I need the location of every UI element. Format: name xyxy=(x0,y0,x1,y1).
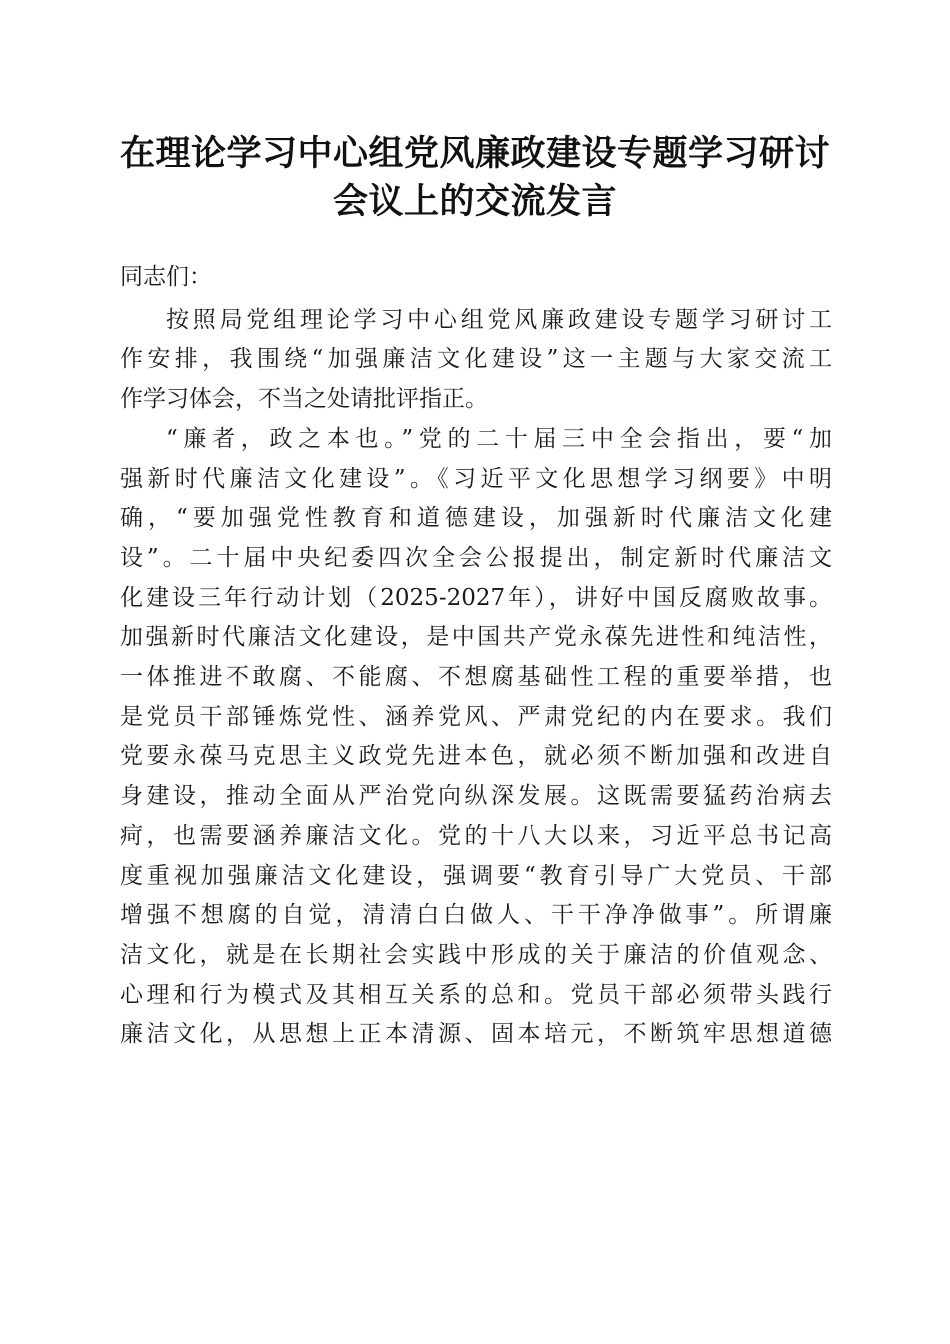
paragraph-line: 设”。二十届中央纪委四次全会公报提出，制定新时代廉洁文 xyxy=(120,544,832,571)
paragraph-line: 是党员干部锤炼党性、涵养党风、严肃党纪的内在要求。我们 xyxy=(120,703,832,730)
paragraph-line: 加强新时代廉洁文化建设，是中国共产党永葆先进性和纯洁性， xyxy=(120,624,832,651)
paragraph-line: 作学习体会，不当之处请批评指正。 xyxy=(120,386,488,413)
paragraph-line: 廉洁文化，从思想上正本清源、固本培元，不断筑牢思想道德 xyxy=(120,1021,832,1048)
paragraph-1 xyxy=(120,301,832,420)
document-title xyxy=(100,130,850,226)
paragraph-line: 洁文化，就是在长期社会实践中形成的关于廉洁的价值观念、 xyxy=(120,941,832,968)
paragraph-line: 强新时代廉洁文化建设”。《习近平文化思想学习纲要》中明 xyxy=(120,465,832,492)
document-body xyxy=(120,258,832,1055)
paragraph-line: 作安排，我围绕“加强廉洁文化建设”这一主题与大家交流工 xyxy=(120,346,832,373)
paragraph-line: 疴，也需要涵养廉洁文化。党的十八大以来，习近平总书记高 xyxy=(120,822,832,849)
paragraph-line: 一体推进不敢腐、不能腐、不想腐基础性工程的重要举措，也 xyxy=(120,664,832,691)
paragraph-line: “廉者，政之本也。”党的二十届三中全会指出，要“加 xyxy=(166,425,832,452)
paragraph-line: 心理和行为模式及其相互关系的总和。党员干部必须带头践行 xyxy=(120,981,832,1008)
paragraph-line: 按照局党组理论学习中心组党风廉政建设专题学习研讨工 xyxy=(166,306,832,333)
paragraph-line: 度重视加强廉洁文化建设，强调要“教育引导广大党员、干部 xyxy=(120,862,832,889)
paragraph-2 xyxy=(120,420,832,1055)
paragraph-line: 增强不想腐的自觉，清清白白做人、干干净净做事”。所谓廉 xyxy=(120,902,832,929)
salutation: 同志们： xyxy=(120,264,212,290)
paragraph-line: 确，“要加强党性教育和道德建设，加强新时代廉洁文化建 xyxy=(120,505,832,532)
paragraph-line: 化建设三年行动计划（2025-2027年），讲好中国反腐败故事。 xyxy=(120,584,832,611)
title-line: 在理论学习中心组党风廉政建设专题学习研讨 xyxy=(119,133,830,174)
paragraph-line: 身建设，推动全面从严治党向纵深发展。这既需要猛药治病去 xyxy=(120,783,832,810)
paragraph-line: 党要永葆马克思主义政党先进本色，就必须不断加强和改进自 xyxy=(120,743,832,770)
title-line: 会议上的交流发言 xyxy=(332,181,617,222)
